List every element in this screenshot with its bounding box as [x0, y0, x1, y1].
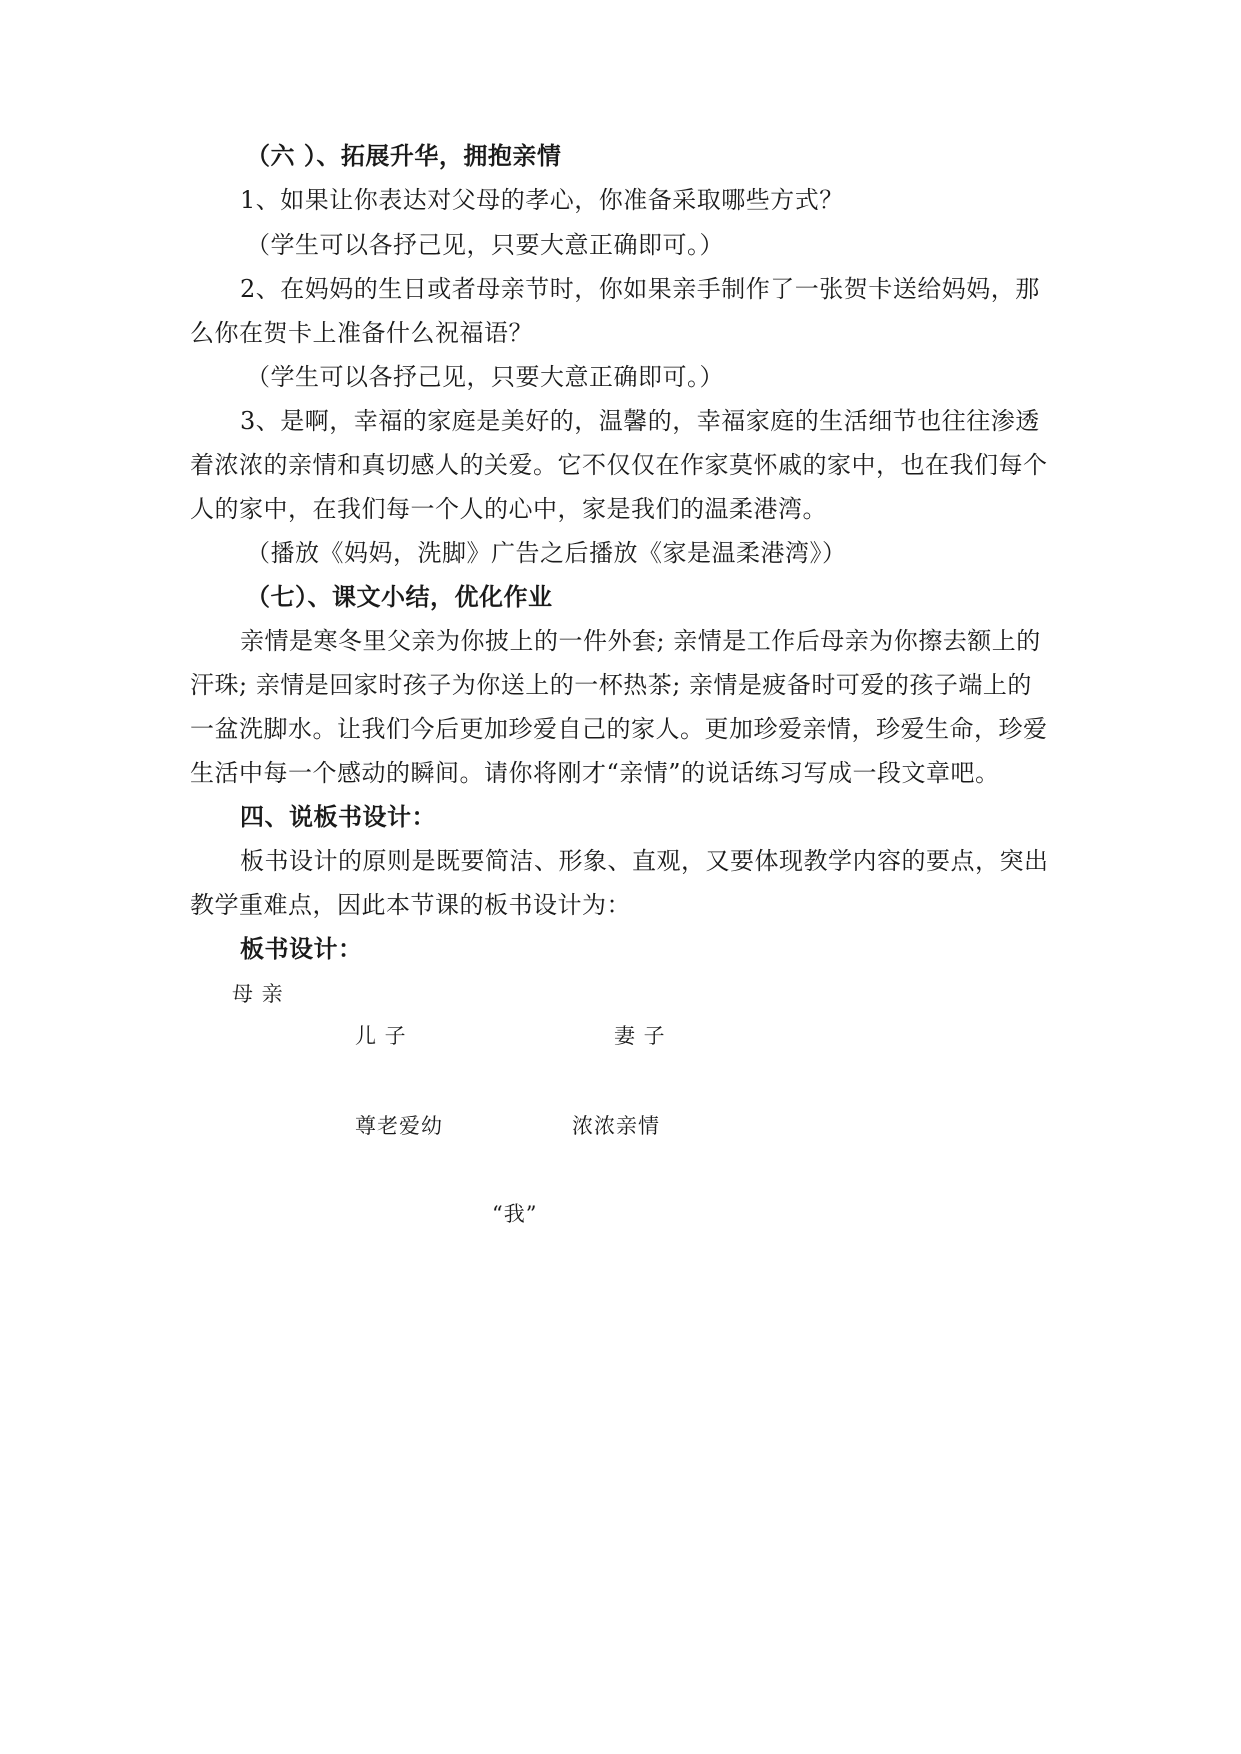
board-design-title: 板书设计： [240, 934, 363, 963]
board-principle-line-2: 教学重难点，因此本节课的板书设计为： [190, 891, 631, 919]
section-6-heading: （六 ）、拓展升华，拥抱亲情 [246, 141, 562, 170]
board-me: “我” [492, 1202, 538, 1226]
summary-line-4: 生活中每一个感动的瞬间。请你将刚才“亲情”的说话练习写成一段文章吧。 [190, 759, 1000, 787]
answer-2: （学生可以各抒己见，只要大意正确即可。） [246, 363, 724, 391]
question-2-line-2: 么你在贺卡上准备什么祝福语？ [190, 319, 533, 347]
board-principle-line-1: 板书设计的原则是既要简洁、形象、直观，又要体现教学内容的要点，突出 [240, 847, 1049, 875]
paragraph-3-line-2: 着浓浓的亲情和真切感人的关爱。它不仅仅在作家莫怀戚的家中，也在我们每个 [190, 451, 1048, 479]
section-4-heading: 四、说板书设计： [240, 802, 436, 831]
summary-line-2: 汗珠; 亲情是回家时孩子为你送上的一杯热茶; 亲情是疲备时可爱的孩子端上的 [190, 671, 1032, 699]
board-wife: 妻 子 [614, 1024, 666, 1048]
question-2-line-1: 2、在妈妈的生日或者母亲节时，你如果亲手制作了一张贺卡送给妈妈，那 [240, 275, 1040, 303]
board-affection: 浓浓亲情 [572, 1114, 660, 1138]
paragraph-3-line-1: 3、是啊，幸福的家庭是美好的，温馨的，幸福家庭的生活细节也往往渗透 [240, 407, 1040, 435]
board-son: 儿 子 [355, 1024, 407, 1048]
answer-1: （学生可以各抒己见，只要大意正确即可。） [246, 231, 724, 259]
board-respect: 尊老爱幼 [355, 1114, 443, 1138]
summary-line-1: 亲情是寒冬里父亲为你披上的一件外套; 亲情是工作后母亲为你擦去额上的 [240, 627, 1041, 655]
board-mother: 母 亲 [232, 982, 284, 1006]
section-7-heading: （七）、课文小结，优化作业 [246, 582, 553, 611]
question-1: 1、如果让你表达对父母的孝心，你准备采取哪些方式？ [240, 186, 844, 214]
paragraph-3-line-3: 人的家中，在我们每一个人的心中，家是我们的温柔港湾。 [190, 495, 827, 523]
playback-note: （播放《妈妈，洗脚》广告之后播放《家是温柔港湾》） [246, 539, 847, 567]
summary-line-3: 一盆洗脚水。让我们今后更加珍爱自己的家人。更加珍爱亲情，珍爱生命，珍爱 [190, 715, 1048, 743]
